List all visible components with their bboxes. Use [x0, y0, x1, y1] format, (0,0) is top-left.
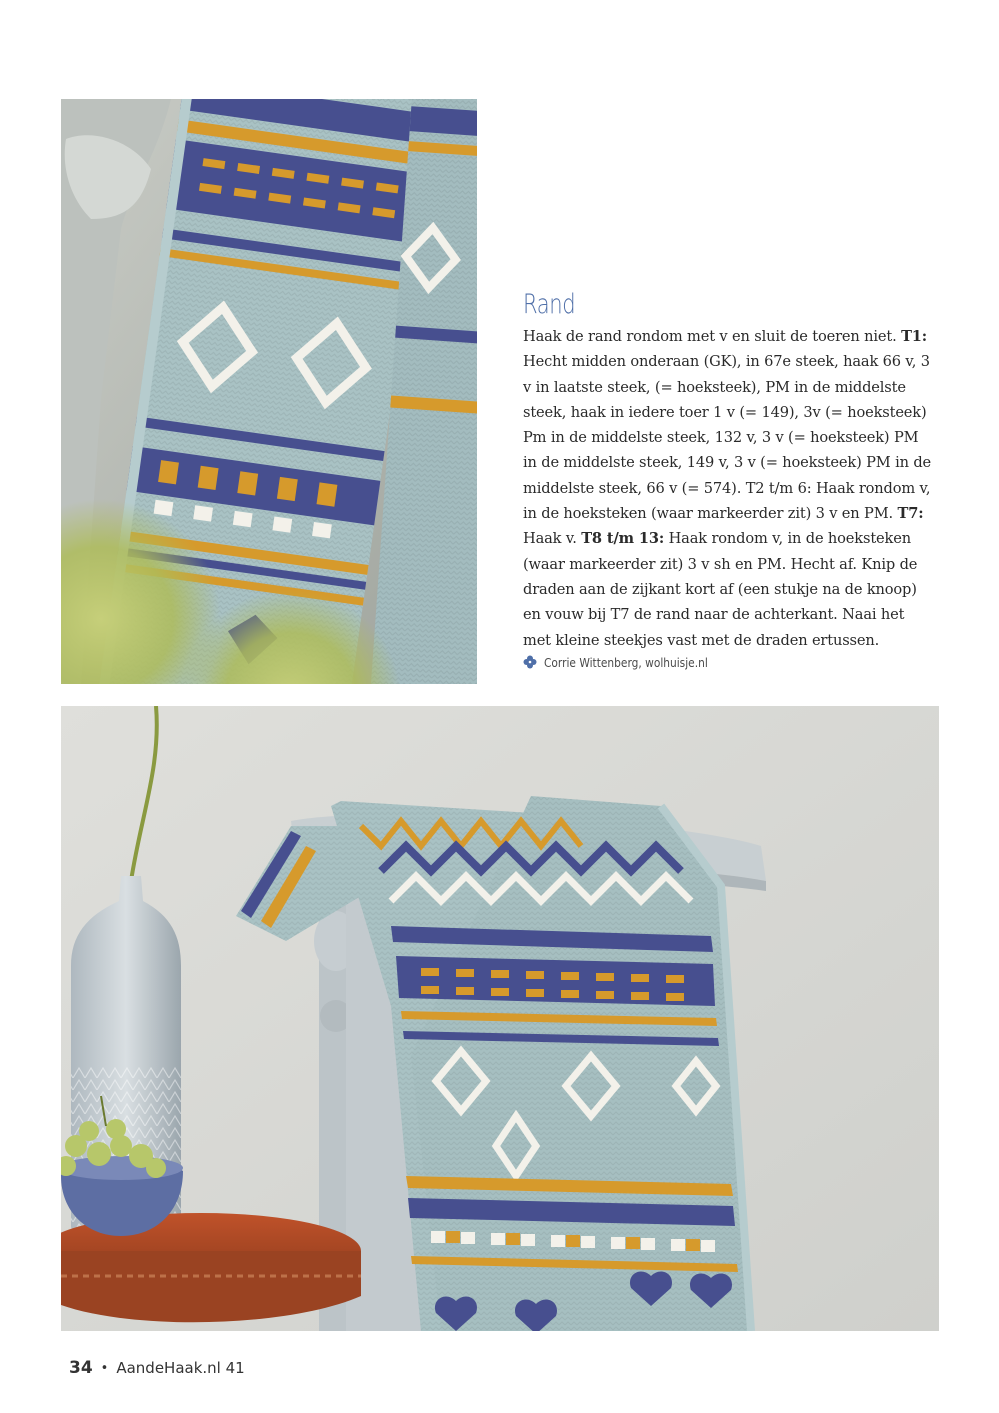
- section-heading: Rand: [523, 289, 576, 320]
- instruction-segment: Haak de rand rondom met v en sluit de toeren niet.: [523, 328, 902, 345]
- page-footer: [69, 1358, 245, 1378]
- pattern-instructions: [523, 324, 933, 653]
- instruction-round-label: T7:: [897, 505, 924, 523]
- designer-credit: [523, 655, 933, 670]
- photo-blanket-on-chair: [61, 706, 939, 1331]
- page-number: 34: [69, 1358, 93, 1378]
- magazine-name: AandeHaak.nl 41: [116, 1359, 245, 1377]
- credit-text: Corrie Wittenberg, wolhuisje.nl: [544, 654, 708, 670]
- photo-blanket-closeup: [61, 99, 477, 684]
- instruction-segment: Hecht midden onderaan (GK), in 67e steek, haak 66 v, 3 v in laatste steek, (= hoeksteek), PM in de middelste steek, haak in iedere toer 1 v (= 149), 3v (= hoeksteek) Pm in de middelste steek, 132 v, 3 v (= hoeksteek) PM in de middelste steek, 149 v, 3 v (= hoeksteek) PM in de middelste steek, 66 v (= 574). T2 t/m 6: Haak rondom v, in de hoeksteken (waar markeerder zit) 3 v en PM.: [523, 353, 931, 523]
- instruction-round-label: T8 t/m 13:: [581, 530, 665, 548]
- clover-icon: [523, 655, 537, 669]
- rand-section: [523, 288, 933, 670]
- instruction-round-label: T1:: [901, 328, 928, 345]
- footer-bullet: •: [100, 1360, 109, 1376]
- instruction-segment: Haak rondom v, in de hoeksteken (waar markeerder zit) 3 v sh en PM. Hecht af. Knip de draden aan de zijkant kort af (een stukje na de knoop) en vouw bij T7 de rand naar de achterkant. Naai het met kleine steekjes vast met de draden ertussen.: [523, 530, 918, 649]
- instruction-segment: Haak v.: [523, 530, 582, 548]
